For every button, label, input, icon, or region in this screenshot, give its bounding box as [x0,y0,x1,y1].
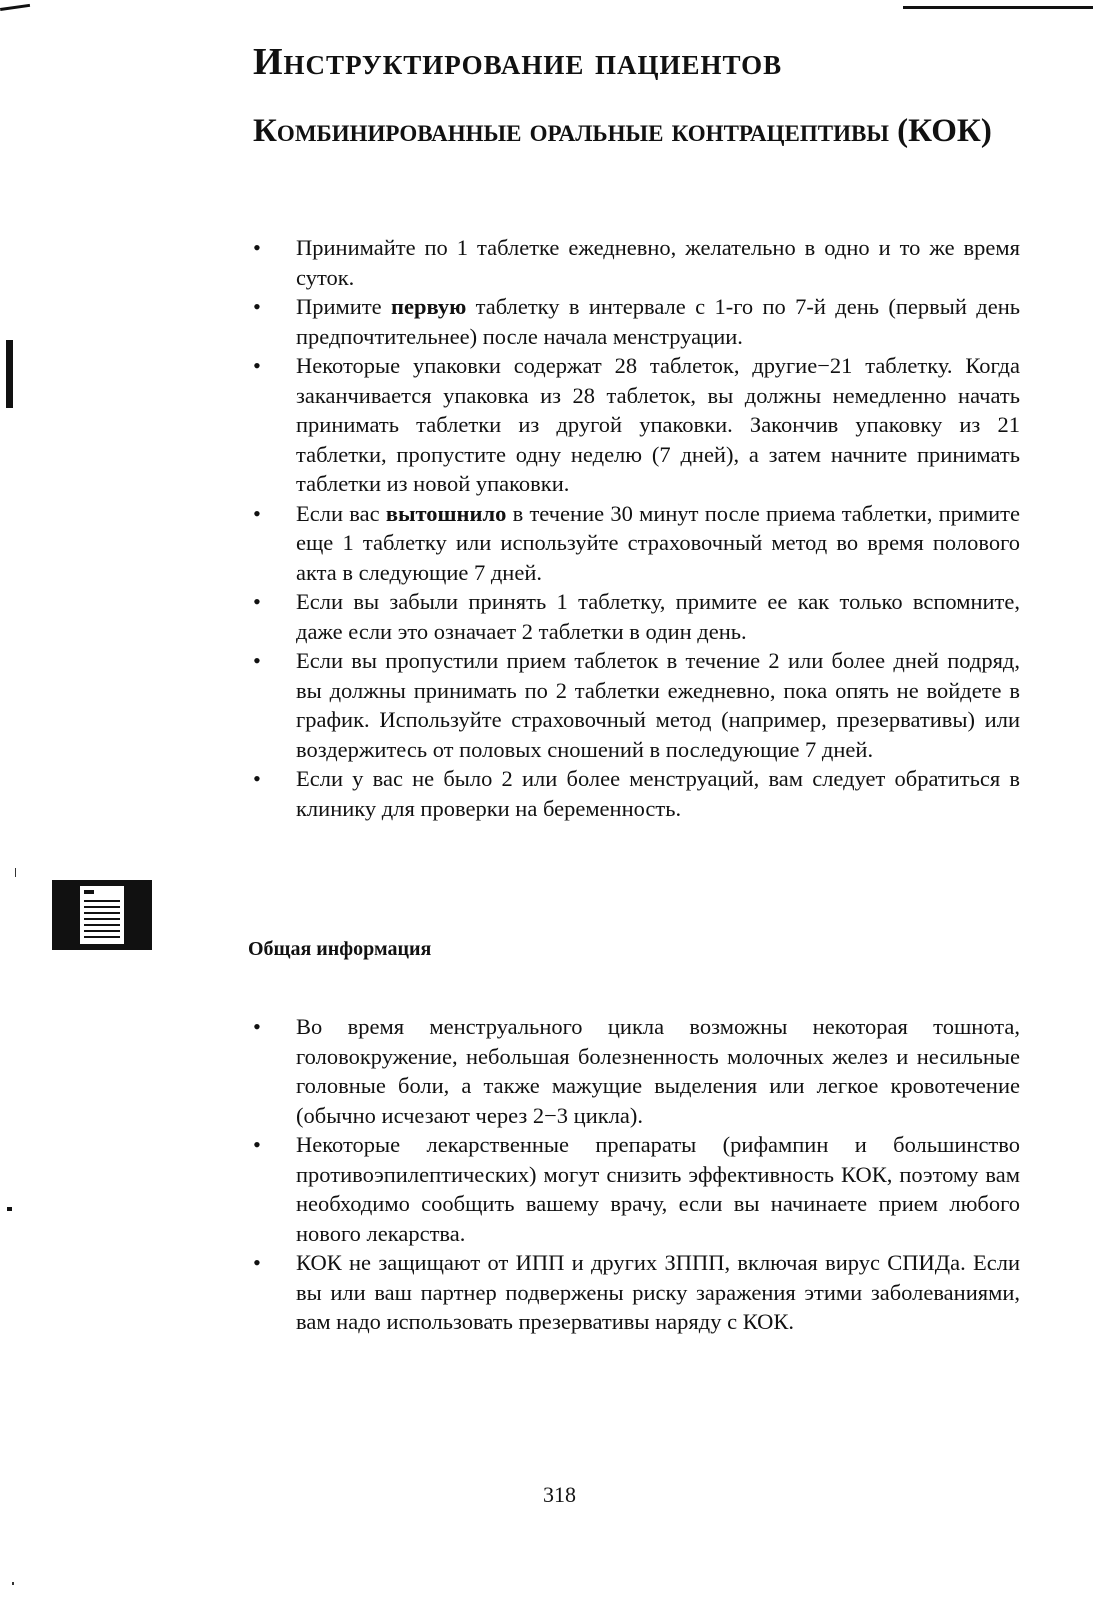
list-item: • Примите первую таблетку в интервале с 1-го по 7-й день (первый день предпочтительнее) после начала менструации. [248,292,1020,351]
list-item: • Некоторые упаковки содержат 28 таблеток, другие−21 таблетку. Когда заканчивается упаковка из 28 таблеток, вы должны немедленно начать принимать таблетки из другой упаковки. Закончив упаковку из 21 таблетки, пропустите одну неделю (7 дней), а затем начните принимать таблетки из новой упаковки. [248,351,1020,499]
instructions-list [248,233,1020,823]
side-thumb-tab [6,340,13,408]
page-title: Инструктирование пациентов [253,41,783,83]
general-info-heading: Общая информация [248,938,432,960]
top-rule [903,6,1093,9]
general-info-list [248,1012,1020,1337]
page-number: 318 [543,1482,576,1507]
prescription-document-icon [52,880,152,950]
list-item: • Во время менструального цикла возможны некоторая тошнота, головокружение, небольшая болезненность молочных желез и несильные головные боли, а также мажущие выделения или легкое кровотечение (обычно исчезают через 2−3 цикла). [248,1012,1020,1130]
margin-tick [15,868,16,877]
list-item: • Если вы забыли принять 1 таблетку, примите ее как только вспомните, даже если это означает 2 таблетки в один день. [248,587,1020,646]
margin-dot [7,1207,12,1211]
document-sheet [80,886,124,944]
scan-corner-mark [0,4,32,25]
list-item: • Принимайте по 1 таблетке ежедневно, желательно в одно и то же время суток. [248,233,1020,292]
list-item: • Если вас вытошнило в течение 30 минут после приема таблетки, примите еще 1 таблетку или используйте страховочный метод во время полового акта в следующие 7 дней. [248,499,1020,588]
bottom-margin-tick [12,1582,14,1585]
list-item: • Если вы пропустили прием таблеток в течение 2 или более дней подряд, вы должны принимать по 2 таблетки ежедневно, пока опять не войдете в график. Используйте страховочный метод (например, презервативы) или воздержитесь от половых сношений в последующие 7 дней. [248,646,1020,764]
list-item: • КОК не защищают от ИПП и других ЗППП, включая вирус СПИДа. Если вы или ваш партнер подвержены риску заражения этими заболеваниями, вам надо использовать презервативы наряду с КОК. [248,1248,1020,1337]
list-item: • Если у вас не было 2 или более менструаций, вам следует обратиться в клинику для проверки на беременность. [248,764,1020,823]
section-subtitle: Комбинированные оральные контрацептивы (КОК) [253,113,992,149]
list-item: • Некоторые лекарственные препараты (рифампин и большинство противоэпилептических) могут снизить эффективность КОК, поэтому вам необходимо сообщить вашему врачу, если вы начинаете прием любого нового лекарства. [248,1130,1020,1248]
